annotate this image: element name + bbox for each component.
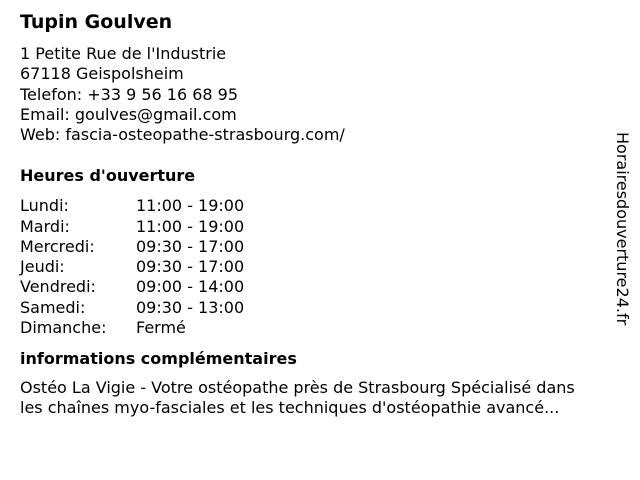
- day-label: Lundi:: [20, 196, 69, 216]
- hours-row-mercredi: [20, 237, 620, 257]
- contact-block: [20, 44, 620, 145]
- time-range: 09:30 - 13:00: [136, 297, 245, 317]
- hours-row-lundi: [20, 196, 620, 216]
- day-label: Mercredi:: [20, 236, 95, 256]
- time-range: Fermé: [136, 317, 186, 337]
- website-link[interactable]: Web: fascia-osteopathe-strasbourg.com/: [20, 125, 345, 145]
- hours-row-mardi: [20, 217, 620, 237]
- hours-heading: Heures d'ouverture: [20, 166, 196, 186]
- day-label: Dimanche:: [20, 317, 107, 337]
- email-address[interactable]: Email: goulves@gmail.com: [20, 104, 237, 124]
- day-label: Samedi:: [20, 297, 86, 317]
- time-range: 09:30 - 17:00: [136, 236, 245, 256]
- street-address: 1 Petite Rue de l'Industrie: [20, 44, 227, 63]
- info-description: [20, 378, 620, 419]
- hours-row-jeudi: [20, 257, 620, 277]
- info-line: Ostéo La Vigie - Votre ostéopathe près de Strasbourg Spécialisé dans: [20, 377, 575, 397]
- site-watermark: Horairesdouverture24.fr: [613, 132, 632, 326]
- phone-number[interactable]: Telefon: +33 9 56 16 68 95: [20, 84, 239, 104]
- time-range: 11:00 - 19:00: [136, 216, 245, 236]
- info-line: les chaînes myo-fasciales et les techniques d'ostéopathie avancé...: [20, 398, 560, 418]
- time-range: 09:30 - 17:00: [136, 257, 245, 277]
- info-heading: informations complémentaires: [20, 348, 297, 368]
- day-label: Jeudi:: [20, 257, 65, 277]
- day-label: Mardi:: [20, 216, 70, 236]
- opening-hours-list: [20, 196, 620, 337]
- hours-row-vendredi: [20, 277, 620, 297]
- time-range: 11:00 - 19:00: [136, 196, 245, 216]
- hours-row-samedi: [20, 298, 620, 318]
- hours-row-dimanche: [20, 318, 620, 338]
- day-label: Vendredi:: [20, 277, 96, 297]
- business-name: Tupin Goulven: [20, 11, 173, 33]
- business-card: [20, 10, 620, 419]
- city-postcode: 67118 Geispolsheim: [20, 64, 184, 84]
- time-range: 09:00 - 14:00: [136, 277, 245, 297]
